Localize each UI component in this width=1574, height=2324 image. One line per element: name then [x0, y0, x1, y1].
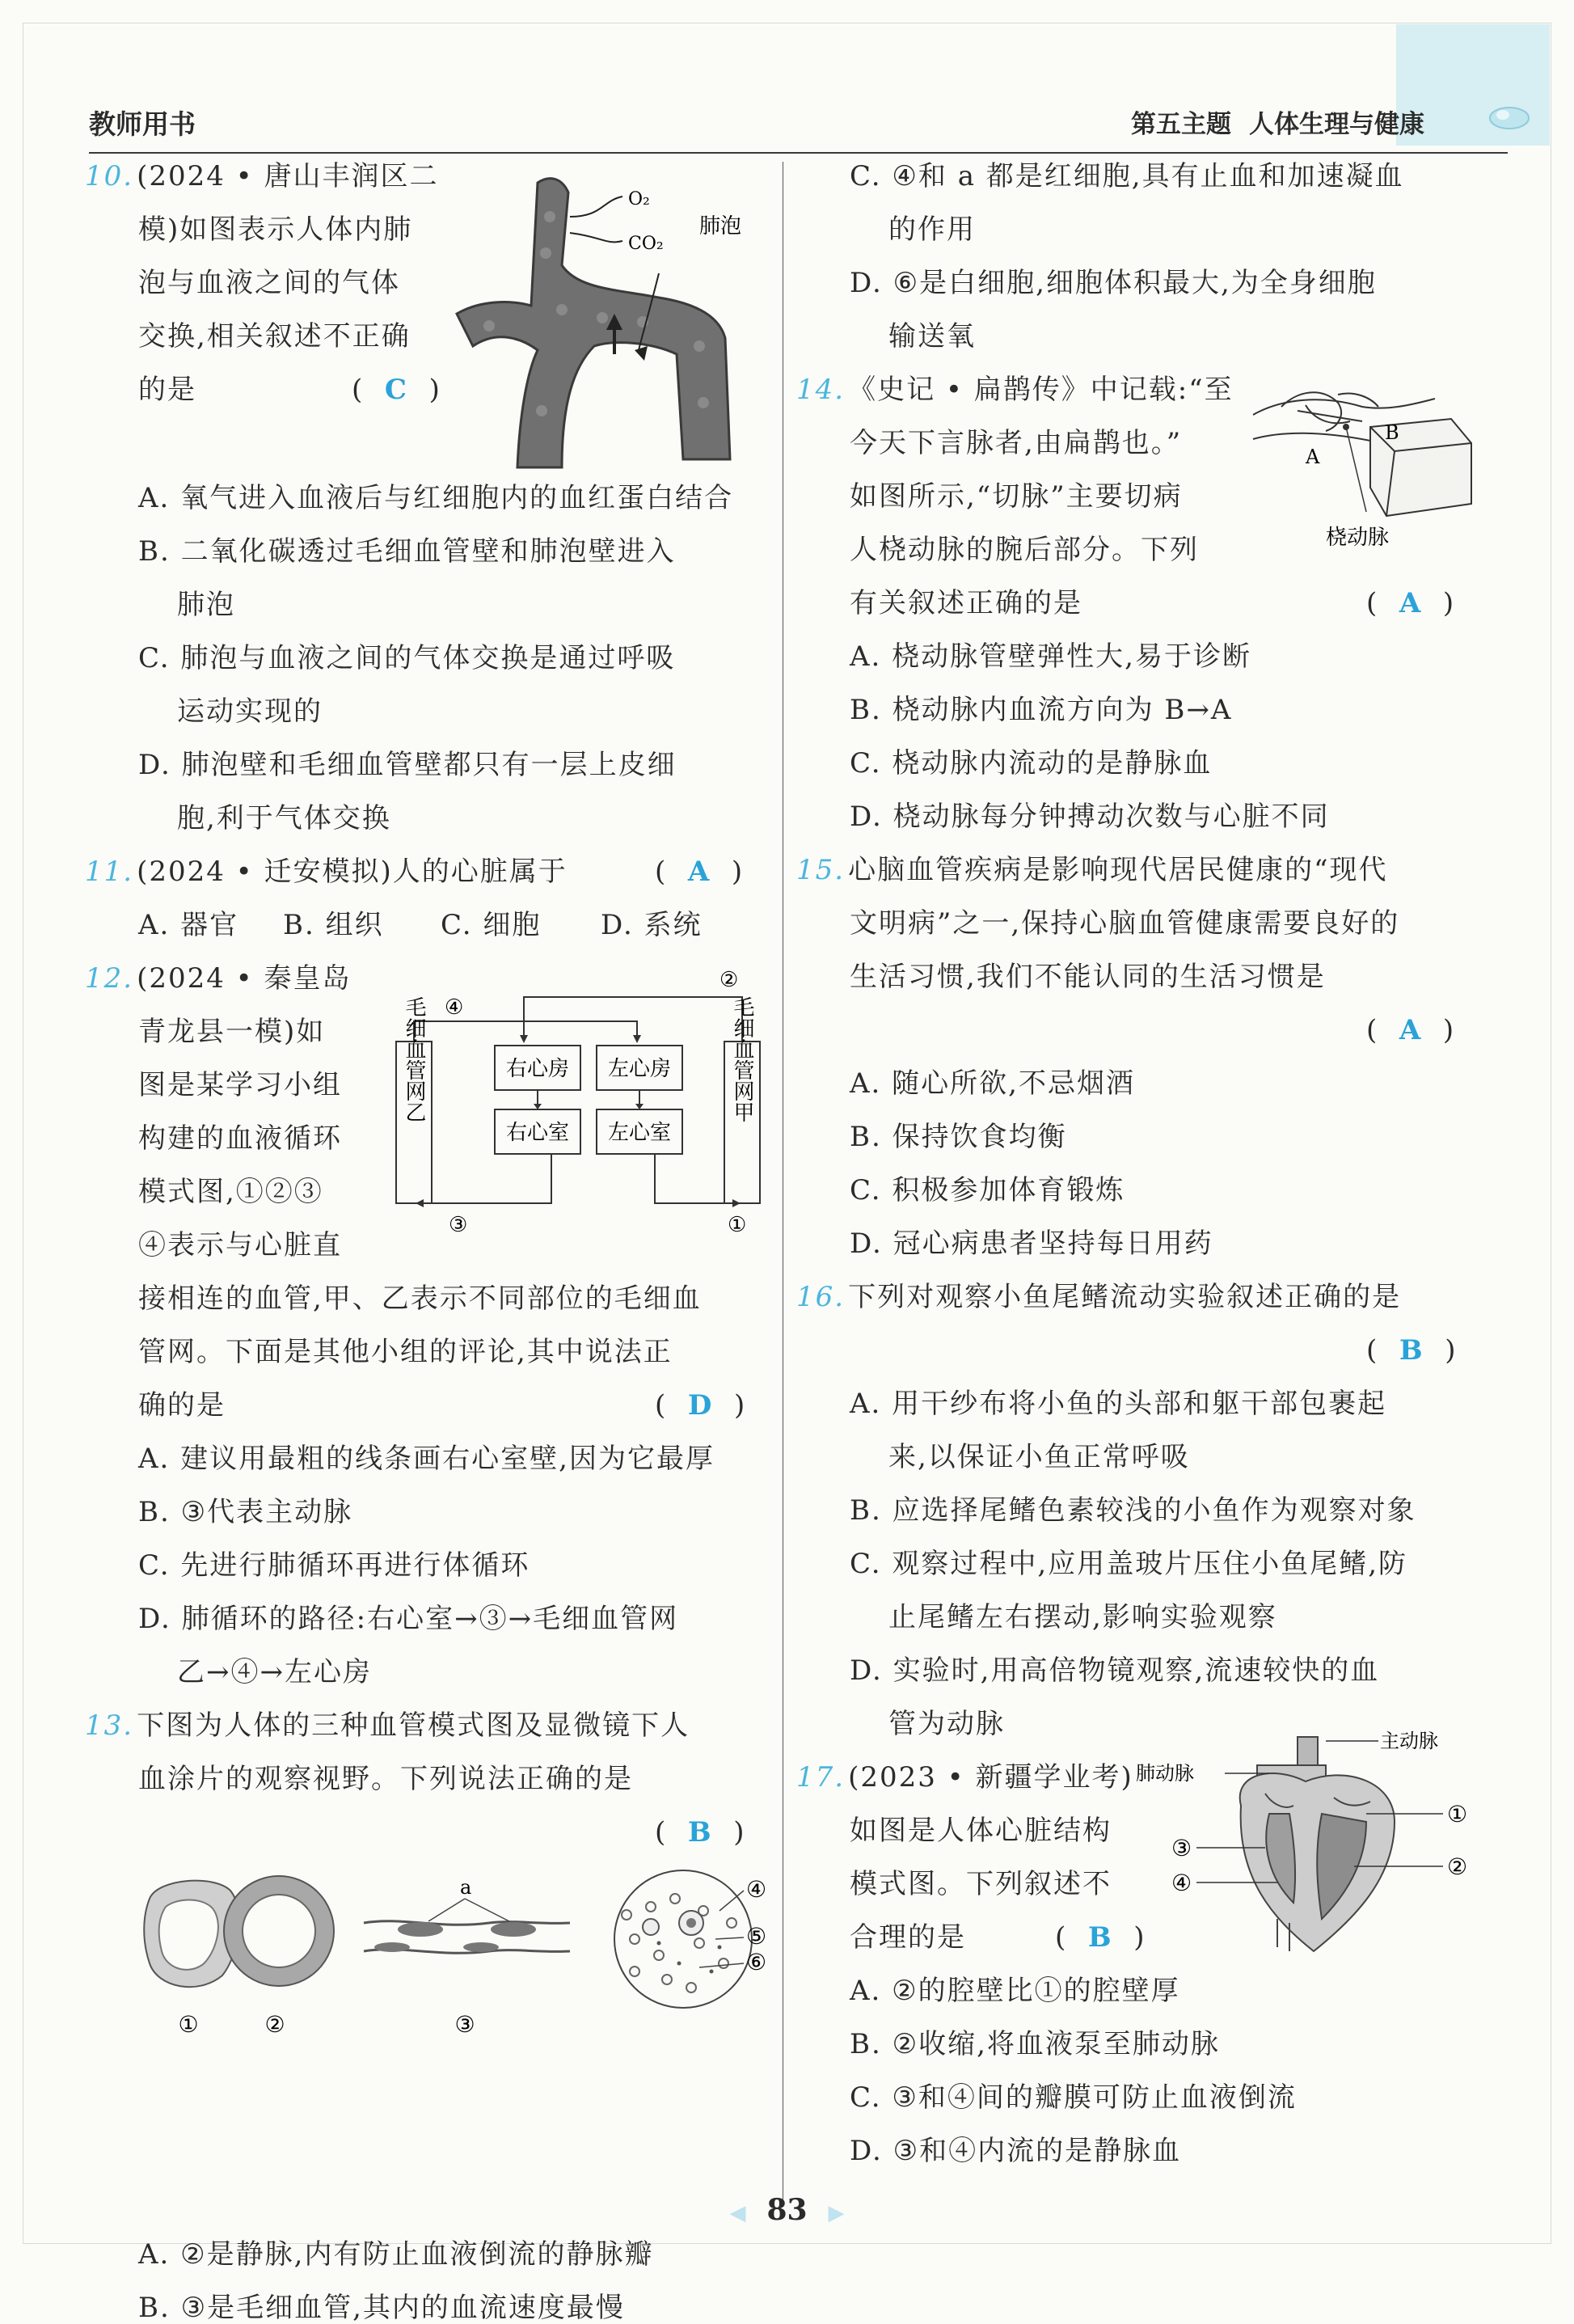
q15-answer-letter: A: [1399, 1014, 1423, 1046]
vessel-cross-sections: [144, 1876, 334, 1987]
prev-arrow-icon: ◀: [729, 2201, 746, 2225]
q13-stem-line: [85, 1709, 690, 1742]
q14-option-c: C. 桡动脉内流动的是静脉血: [850, 747, 1213, 780]
la-label: 左心房: [607, 1057, 672, 1081]
q12-number: 12.: [85, 962, 134, 995]
cell-a-label: a: [460, 1876, 472, 1899]
capillary-label-3: ③: [454, 2011, 475, 2038]
q15-answer: ( A ): [1366, 1014, 1456, 1046]
point-a-label: A: [1306, 446, 1320, 468]
q13-option-d-cont: 输送氧: [888, 320, 976, 353]
q12-stem-1: 青龙县一模)如: [138, 1016, 326, 1048]
q14-stem-0: 《史记 • 扁鹊传》中记载:“至: [848, 374, 1234, 406]
q11-answer: ( A ): [655, 856, 745, 888]
vessel-1-label: ①: [728, 1213, 747, 1237]
q16-number: 16.: [796, 1281, 846, 1313]
q11-option-d: D. 系统: [601, 909, 703, 941]
q12-option-c: C. 先进行肺循环再进行体循环: [138, 1549, 530, 1582]
vessel-2-label: ②: [719, 968, 739, 992]
q13-option-c: C. ④和 a 都是红细胞,具有止血和加速凝血: [850, 160, 1404, 192]
q17-option-a: A. ②的腔壁比①的腔壁厚: [850, 1975, 1180, 2007]
q15-option-a: A. 随心所欲,不忌烟酒: [850, 1067, 1135, 1100]
q16-option-a-cont: 来,以保证小鱼正常呼吸: [888, 1441, 1190, 1473]
q12-stem-0: (2024 • 秦皇岛: [137, 962, 352, 995]
q10-option-a: A. 氧气进入血液后与红细胞内的血红蛋白结合: [138, 482, 734, 514]
capillary-yi-label: 毛细血管网乙: [402, 996, 426, 1122]
header-book-label: 教师用书: [89, 108, 196, 140]
rv-label: 右心室: [505, 1121, 570, 1145]
vein-label-1: ①: [178, 2011, 199, 2038]
q17-option-b: B. ②收缩,将血液泵至肺动脉: [850, 2028, 1220, 2060]
q10-option-b-cont: 肺泡: [177, 589, 235, 621]
q17-answer: ( B ): [1055, 1921, 1146, 1954]
q12-answer: ( D ): [655, 1389, 747, 1422]
q13-answer-letter: B: [687, 1816, 713, 1849]
alveolus-label: 肺泡: [699, 214, 742, 239]
q12-stem-4: 模式图,①②③: [138, 1176, 323, 1208]
q11-number: 11.: [85, 856, 134, 888]
q14-pulse-figure: [1249, 382, 1483, 568]
q14-stem-line: [796, 374, 1234, 406]
q10-option-d: D. 肺泡壁和毛细血管壁都只有一层上皮细: [138, 749, 677, 781]
q15-stem-line: [796, 854, 1387, 886]
q14-stem-1: 今天下言脉者,由扁鹊也。”: [850, 427, 1183, 459]
q13-number: 13.: [85, 1709, 134, 1742]
blood-smear-view: [614, 1870, 766, 2008]
q14-answer-letter: A: [1399, 587, 1423, 619]
q10-option-b: B. 二氧化碳透过毛细血管壁和肺泡壁进入: [138, 535, 676, 568]
q16-option-a: A. 用干纱布将小鱼的头部和躯干部包裹起: [850, 1388, 1387, 1420]
q10-number: 10.: [85, 160, 134, 192]
q10-option-c-cont: 运动实现的: [177, 695, 323, 728]
smear-label-6: ⑥: [746, 1949, 767, 1975]
q15-option-c: C. 积极参加体育锻炼: [850, 1174, 1125, 1206]
heart-label-2: ②: [1447, 1853, 1468, 1880]
q10-alveolus-figure: [441, 168, 748, 475]
q14-option-a: A. 桡动脉管壁弹性大,易于诊断: [850, 640, 1251, 673]
q10-stem-line: [85, 160, 439, 192]
q15-option-d: D. 冠心病患者坚持每日用药: [850, 1227, 1213, 1260]
q16-option-c-cont: 止尾鳍左右摆动,影响实验观察: [888, 1601, 1277, 1633]
q12-stem-3: 构建的血液循环: [138, 1122, 342, 1155]
q12-stem-6: 接相连的血管,甲、乙表示不同部位的毛细血: [138, 1282, 702, 1315]
q12-option-d: D. 肺循环的路径:右心室→③→毛细血管网: [138, 1603, 679, 1635]
header-topic-title: 人体生理与健康: [1249, 110, 1424, 139]
cloud-icon: [1487, 104, 1532, 131]
point-b-label: B: [1385, 421, 1399, 444]
header-topic-number: 第五主题: [1131, 110, 1231, 139]
q12-stem-8: 确的是: [138, 1389, 226, 1422]
alveolus-tissue: [457, 179, 730, 467]
q12-stem-5: ④表示与心脏直: [138, 1229, 342, 1261]
q12-answer-letter: D: [687, 1389, 714, 1422]
q13-blood-vessel-figure: [133, 1866, 780, 2060]
ra-label: 右心房: [505, 1057, 570, 1081]
q11-answer-letter: A: [687, 856, 711, 888]
q14-option-d: D. 桡动脉每分钟搏动次数与心脏不同: [850, 801, 1330, 833]
q17-answer-letter: B: [1087, 1921, 1113, 1954]
q10-stem-4: 的是: [138, 374, 196, 406]
smear-label-4: ④: [746, 1876, 767, 1903]
q14-stem-3: 人桡动脉的腕后部分。下列: [850, 534, 1199, 566]
heart-label-4: ④: [1171, 1870, 1192, 1896]
aorta-label: 主动脉: [1380, 1730, 1438, 1752]
q13-stem-0: 下图为人体的三种血管模式图及显微镜下人: [137, 1709, 690, 1742]
q17-stem-2: 模式图。下列叙述不: [850, 1868, 1112, 1900]
o2-label: O₂: [628, 189, 650, 209]
q10-stem-0: (2024 • 唐山丰润区二: [137, 160, 439, 192]
q12-stem-2: 图是某学习小组: [138, 1069, 342, 1101]
header-topic: [1113, 104, 1424, 140]
q11-stem: (2024 • 迁安模拟)人的心脏属于: [137, 856, 568, 888]
capillary-cells: [374, 1922, 536, 1952]
page-number-value: 83: [766, 2193, 808, 2227]
q12-stem-line: [85, 962, 352, 995]
q13-option-b: B. ③是毛细血管,其内的血流速度最慢: [138, 2292, 625, 2324]
q10-stem-3: 交换,相关叙述不正确: [138, 320, 411, 353]
q14-answer: ( A ): [1366, 587, 1456, 619]
q14-stem-2: 如图所示,“切脉”主要切病: [850, 480, 1183, 513]
q10-stem-2: 泡与血液之间的气体: [138, 267, 400, 299]
q12-option-b: B. ③代表主动脉: [138, 1496, 353, 1528]
heart-label-3: ③: [1171, 1835, 1192, 1861]
q11-option-b: B. 组织: [283, 909, 384, 941]
q15-stem-0: 心脑血管疾病是影响现代居民健康的“现代: [848, 854, 1388, 886]
q16-answer: ( B ): [1366, 1334, 1458, 1367]
q13-option-c-cont: 的作用: [888, 213, 976, 246]
q16-option-d: D. 实验时,用高倍物镜观察,流速较快的血: [850, 1654, 1380, 1687]
q17-heart-figure: [1136, 1717, 1483, 1959]
q17-option-d: D. ③和④内流的是静脉血: [850, 2135, 1182, 2167]
q17-stem-line: [796, 1761, 1133, 1794]
q17-stem-0: (2023 • 新疆学业考): [848, 1761, 1133, 1794]
q17-number: 17.: [796, 1761, 846, 1794]
artery-label-2: ②: [264, 2011, 285, 2038]
q12-stem-7: 管网。下面是其他小组的评论,其中说法正: [138, 1336, 673, 1368]
vessel-4-label: ④: [445, 995, 464, 1020]
q16-option-c: C. 观察过程中,应用盖玻片压住小鱼尾鳍,防: [850, 1548, 1408, 1580]
heart-label-1: ①: [1447, 1801, 1468, 1828]
vessel-3-label: ③: [449, 1213, 468, 1237]
q10-answer: ( C ): [352, 374, 441, 406]
q13-option-d: D. ⑥是白细胞,细胞体积最大,为全身细胞: [850, 267, 1377, 299]
q10-stem-1: 模)如图表示人体内肺: [138, 213, 413, 246]
q13-answer: ( B ): [655, 1816, 746, 1849]
q15-option-b: B. 保持饮食均衡: [850, 1121, 1067, 1153]
q16-stem-line: [796, 1281, 1401, 1313]
q15-stem-2: 生活习惯,我们不能认同的生活习惯是: [850, 961, 1326, 993]
page-number: [0, 2193, 1574, 2227]
q12-option-a: A. 建议用最粗的线条画右心室壁,因为它最厚: [138, 1443, 715, 1475]
q11-stem-line: [85, 856, 568, 888]
q14-stem-4: 有关叙述正确的是: [850, 587, 1082, 619]
lv-label: 左心室: [607, 1121, 672, 1145]
q13-stem-1: 血涂片的观察视野。下列说法正确的是: [138, 1763, 633, 1795]
q17-stem-3: 合理的是: [850, 1921, 966, 1954]
q15-number: 15.: [796, 854, 846, 886]
q15-stem-1: 文明病”之一,保持心脑血管健康需要良好的: [850, 907, 1400, 940]
q10-option-d-cont: 胞,利于气体交换: [177, 802, 391, 835]
q17-stem-1: 如图是人体心脏结构: [850, 1815, 1112, 1847]
q14-number: 14.: [796, 374, 846, 406]
q12-option-d-cont: 乙→④→左心房: [177, 1656, 372, 1688]
q16-option-d-cont: 管为动脉: [888, 1708, 1005, 1740]
next-arrow-icon: ▶: [828, 2201, 845, 2225]
q11-option-c: C. 细胞: [441, 909, 542, 941]
q10-option-c: C. 肺泡与血液之间的气体交换是通过呼吸: [138, 642, 676, 674]
q12-circulation-diagram: [388, 961, 776, 1260]
capillary-jia-label: 毛细血管网甲: [730, 996, 754, 1122]
q16-stem: 下列对观察小鱼尾鳍流动实验叙述正确的是: [848, 1281, 1402, 1313]
q11-option-a: A. 器官: [138, 909, 239, 941]
q17-option-c: C. ③和④间的瓣膜可防止血液倒流: [850, 2081, 1297, 2114]
radial-artery-label: 桡动脉: [1326, 526, 1390, 550]
pulmonary-artery-label: 肺动脉: [1136, 1762, 1194, 1785]
q14-option-b: B. 桡动脉内血流方向为 B→A: [850, 694, 1233, 726]
q16-answer-letter: B: [1399, 1334, 1424, 1367]
header-rule: [89, 152, 1508, 154]
co2-label: CO₂: [628, 234, 664, 254]
q13-option-a: A. ②是静脉,内有防止血液倒流的静脉瓣: [138, 2238, 654, 2271]
q16-option-b: B. 应选择尾鳍色素较浅的小鱼作为观察对象: [850, 1494, 1416, 1527]
smear-label-5: ⑤: [746, 1923, 767, 1950]
q10-answer-letter: C: [384, 374, 408, 406]
